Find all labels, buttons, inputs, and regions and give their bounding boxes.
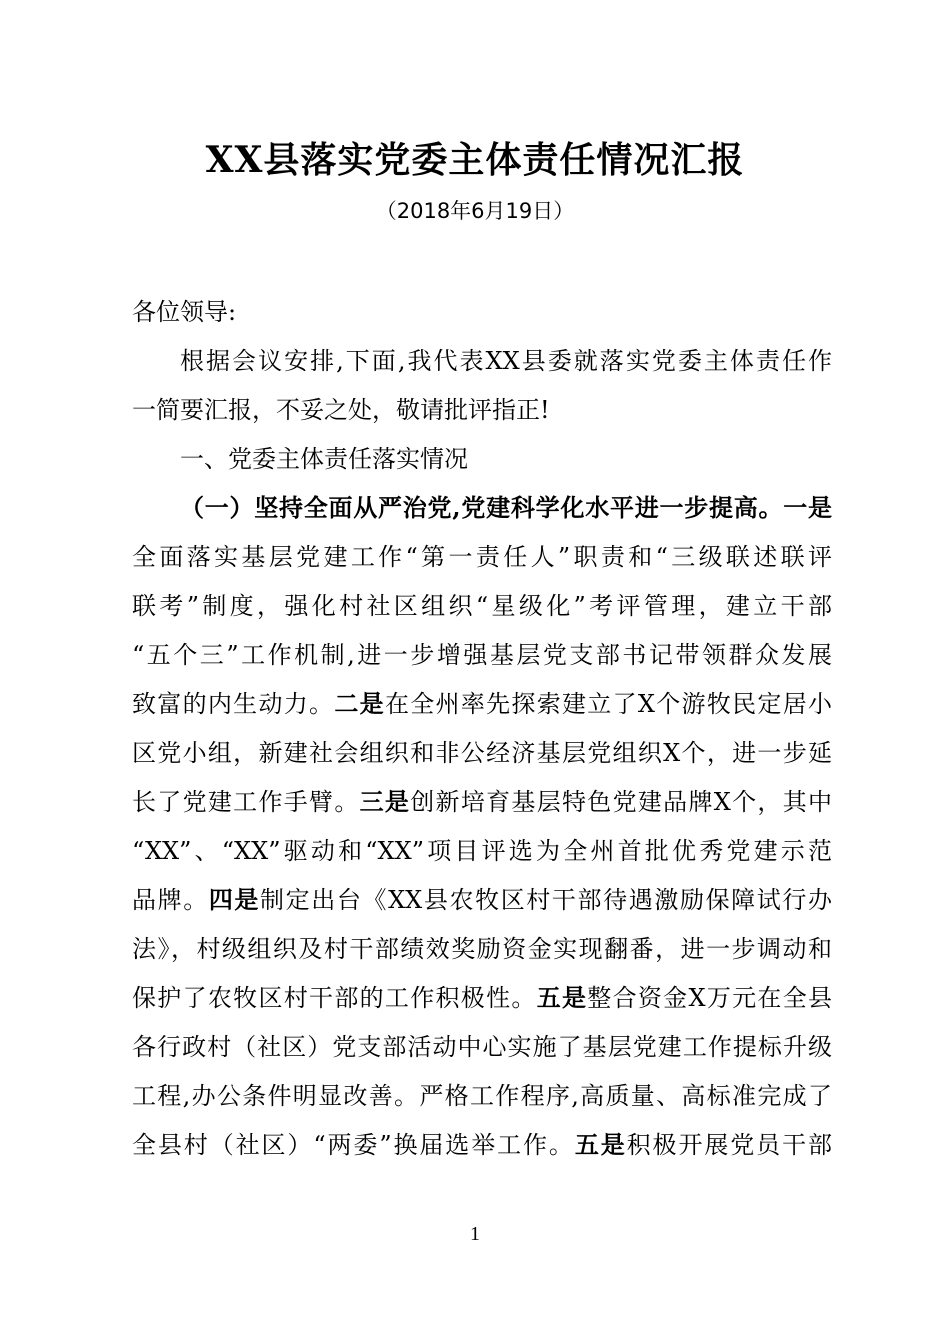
list-marker-3: 三是: [359, 787, 411, 816]
document-date: （2018年6月19日）: [375, 199, 575, 223]
body-line-5: [132, 680, 832, 728]
body-text: 创新培育基层特色党建品牌X个，其中: [410, 788, 832, 816]
body-text: 积极开展党员干部: [626, 1131, 832, 1159]
body-text: 长了党建工作手臂。: [132, 788, 360, 816]
body-line-4: “五个三”工作机制,进一步增强基层党支部书记带领群众发展: [132, 641, 832, 669]
body-line-1: [180, 484, 832, 532]
body-text: 在全州率先探索建立了X个游牧民定居小: [384, 690, 832, 718]
body-line-13: 工程,办公条件明显改善。严格工作程序,高质量、高标准完成了: [132, 1082, 832, 1110]
subsection-heading: （一）坚持全面从严治党,党建科学化水平进一步提高。: [180, 493, 784, 522]
list-marker-2: 二是: [334, 689, 385, 718]
intro-line-1: 根据会议安排,下面,我代表XX县委就落实党委主体责任作: [180, 347, 832, 375]
body-line-10: 法》，村级组织及村干部绩效奖励资金实现翻番，进一步调动和: [132, 935, 832, 963]
body-text: 制定出台《XX县农牧区村干部待遇激励保障试行办: [260, 886, 832, 914]
body-line-9: [132, 876, 832, 924]
body-text: 保护了农牧区村干部的工作积极性。: [132, 984, 537, 1012]
body-line-12: 各行政村（社区）党支部活动中心实施了基层党建工作提标升级: [132, 1033, 832, 1061]
body-text: 全县村（社区）“两委”换届选举工作。: [132, 1131, 575, 1159]
list-marker-4: 四是: [208, 885, 261, 914]
body-text: 整合资金X万元在全县: [587, 984, 832, 1012]
list-marker-6: 五是: [574, 1130, 627, 1159]
body-line-11: [132, 974, 832, 1022]
body-line-2: 全面落实基层党建工作“第一责任人”职责和“三级联述联评: [132, 543, 832, 571]
list-marker-1: 一是: [783, 493, 832, 522]
intro-line-2: 一简要汇报，不妥之处，敬请批评指正!: [132, 396, 550, 424]
page-number: 1: [470, 1223, 480, 1245]
body-text: 品牌。: [132, 886, 209, 914]
body-line-7: [132, 778, 832, 826]
section-heading: 一、党委主体责任落实情况: [180, 445, 468, 473]
body-line-3: 联考”制度，强化村社区组织“星级化”考评管理，建立干部: [132, 592, 832, 620]
document-title: XX县落实党委主体责任情况汇报: [205, 139, 745, 181]
body-line-6: 区党小组，新建社会组织和非公经济基层党组织X个，进一步延: [132, 739, 832, 767]
list-marker-5: 五是: [536, 983, 588, 1012]
body-text: 致富的内生动力。: [132, 690, 335, 718]
salutation: 各位领导:: [132, 298, 237, 326]
body-line-14: [132, 1121, 832, 1169]
body-line-8: “XX”、“XX”驱动和“XX”项目评选为全州首批优秀党建示范: [132, 837, 832, 865]
